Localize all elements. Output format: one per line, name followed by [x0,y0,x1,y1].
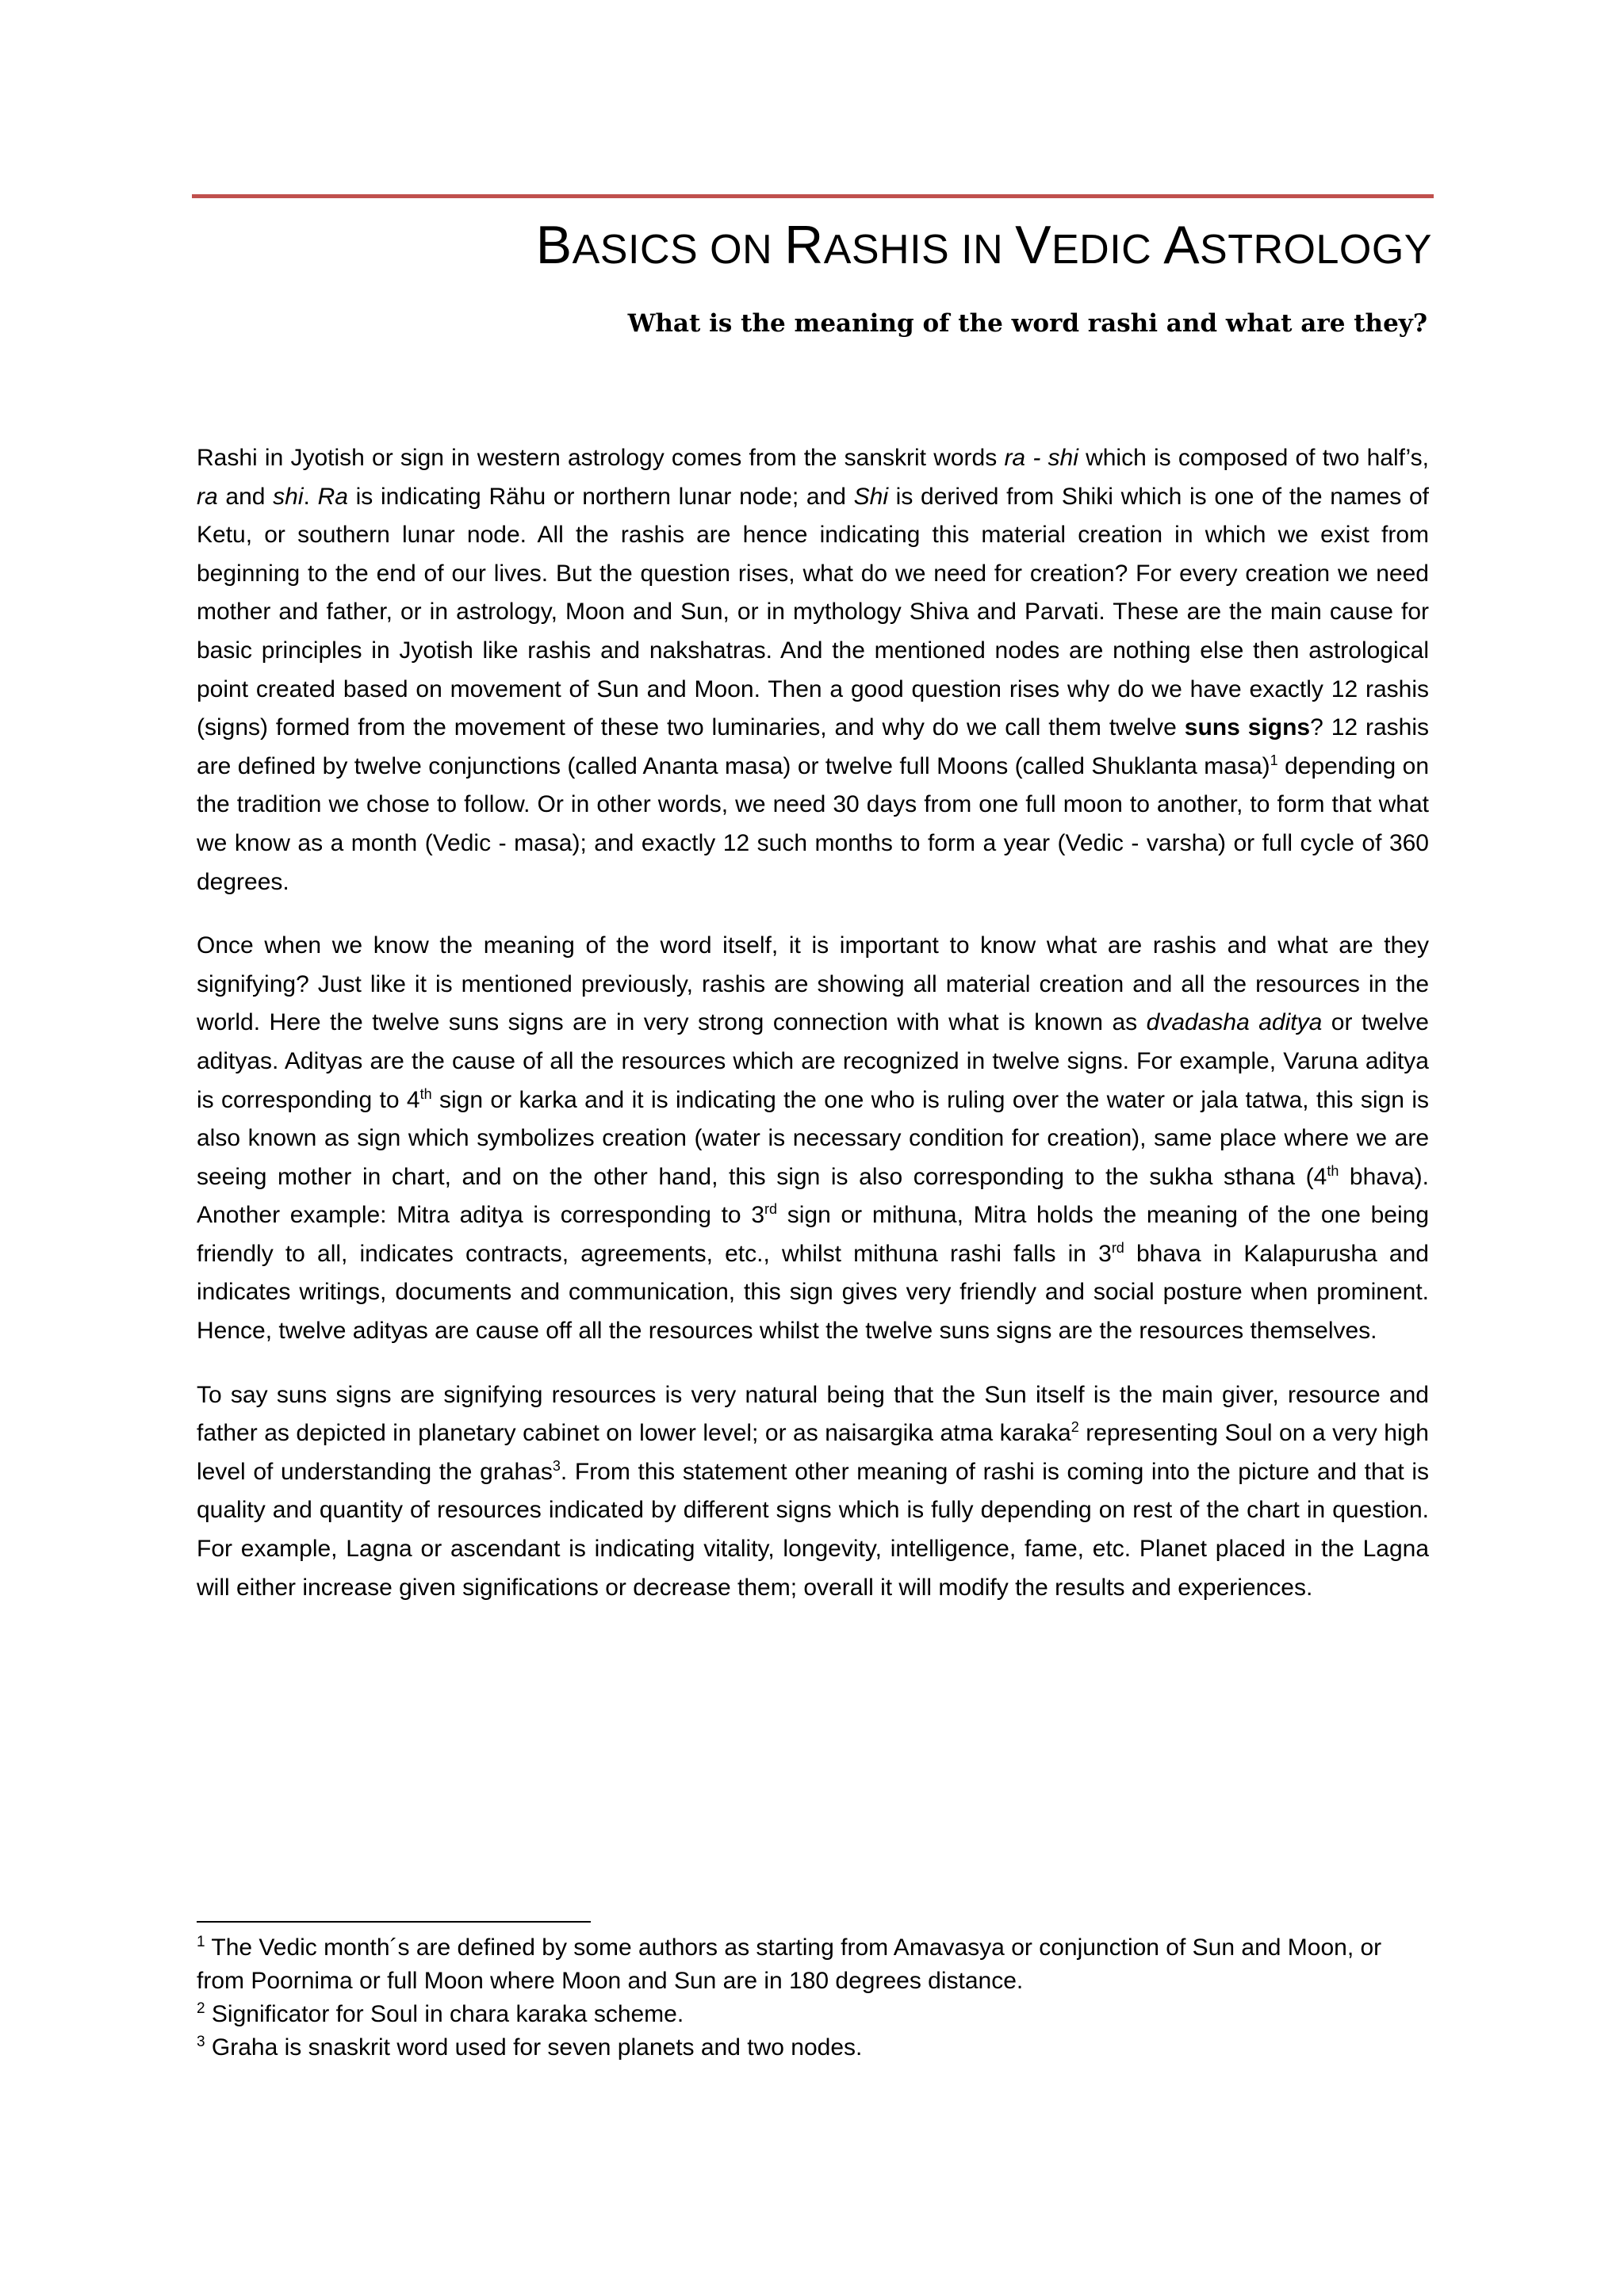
text-run: ra - shi [1004,445,1078,471]
text-run: ra [197,483,218,510]
title-rule [192,194,1434,198]
title-initial: B [535,215,573,275]
superscript: rd [1111,1239,1124,1256]
title-initial: V [1015,215,1051,275]
text-run: and [217,483,274,510]
text-run: ? 12 rashis are defined by twelve conjunctions (called Ananta masa) or twelve full Moons (called Shuklanta masa) [197,714,1430,779]
text-run: Ra [317,483,348,510]
text-run: bhava in Kalapurusha and indicates writings, documents and communication, this sign gives very friendly and social posture when prominent. Hence, twelve adityas are cause off all the resources whilst the twelve suns signs are the resources themselves. [197,1240,1429,1345]
superscript: th [1327,1162,1339,1179]
text-run: To say suns signs are signifying resources is very natural being that the Sun itself is the main giver, resource and father as depicted in planetary cabinet on lower level; or as naisargika atma karaka [197,1381,1429,1447]
superscript: rd [764,1201,778,1218]
footnote-text: Significator for Soul in chara karaka scheme. [205,2001,684,2027]
text-run: Rashi in Jyotish or sign in western astrology comes from the sanskrit words [197,445,1005,471]
footnote-text: Graha is snaskrit word used for seven planets and two nodes. [205,2034,863,2061]
text-run: dvadasha aditya [1146,1009,1323,1036]
text-run: suns signs [1184,714,1311,741]
paragraph [197,439,1429,901]
text-run: Shi [853,483,888,510]
paragraph [197,1376,1429,1608]
text-run: which is composed of two half’s, [1078,445,1429,471]
footnote [197,1931,1429,1998]
text-run: depending on the tradition we chose to follow. Or in other words, we need 30 days from one full moon to another, to form that what we know as a month (Vedic - masa); and exactly 12 such months to form a year (Vedic - varsha) or full cycle of 360 degrees. [197,752,1429,895]
title-word: EDIC [1051,227,1164,273]
footnote [197,2031,1429,2064]
superscript: 1 [1270,752,1278,768]
footnote-separator [197,1921,591,1923]
body-text [197,439,1429,1632]
text-run: sign or karka and it is indicating the one who is ruling over the water or jala tatwa, this sign is also known as sign which symbolizes creation (water is necessary condition for creation), same place where we are seeing mother in chart, and on the other hand, this sign is also corresponding to the sukha sthana (4 [197,1086,1430,1190]
page-title [536,214,1432,276]
text-run: . [303,483,318,510]
title-word: ASHIS IN [823,227,1016,273]
title-initial: R [784,215,824,275]
title-initial: A [1163,215,1201,275]
footnote-number: 3 [197,2034,205,2050]
page-subtitle: What is the meaning of the word rashi and what are they? [627,309,1427,338]
footnote-text: The Vedic month´s are defined by some authors as starting from Amavasya or conjunction of Sun and Moon, or from Poornima or full Moon where Moon and Sun are in 180 degrees distance. [197,1934,1382,1994]
superscript: 3 [552,1457,561,1474]
text-run: bhava). Another example: Mitra aditya is corresponding to 3 [197,1163,1429,1229]
title-word: ASICS ON [572,227,785,273]
superscript: 2 [1071,1419,1079,1436]
text-run: shi [273,483,304,510]
text-run: sign or mithuna, Mitra holds the meaning of the one being friendly to all, indicates contracts, agreements, etc., whilst mithuna rashi falls in 3 [197,1202,1429,1267]
title-word: STROLOGY [1200,227,1432,273]
text-run: . From this statement other meaning of rashi is coming into the picture and that is quality and quantity of resources indicated by different signs which is fully depending on rest of the chart in question. For example, Lagna or ascendant is indicating vitality, longevity, intelligence, fame, etc. Planet placed in the Lagna will either increase given significations or decrease them; overall it will modify the results and experiences. [197,1458,1429,1601]
superscript: th [419,1085,432,1102]
paragraph [197,927,1429,1351]
text-run: representing Soul on a very high level of understanding the grahas [197,1420,1429,1485]
footnote [197,1998,1429,2031]
text-run: is indicating Rähu or northern lunar node; and [347,483,854,510]
footnote-number: 1 [197,1934,205,1950]
text-run: Once when we know the meaning of the word itself, it is important to know what are rashis and what are they signifying? Just like it is mentioned previously, rashis are showing all material creation and all the resources in the world. Here the twelve suns signs are in very strong connection with what is known as [197,932,1429,1036]
text-run: or twelve adityas. Adityas are the cause of all the resources which are recognized in twelve signs. For example, Varuna aditya is corresponding to 4 [197,1009,1429,1113]
footnote-number: 2 [197,2000,205,2017]
text-run: is derived from Shiki which is one of the names of Ketu, or southern lunar node. All the rashis are hence indicating this material creation in which we exist from beginning to the end of our lives. But the question rises, what do we need for creation? For every creation we need mother and father, or in astrology, Moon and Sun, or in mythology Shiva and Parvati. These are the main cause for basic principles in Jyotish like rashis and nakshatras. And the mentioned nodes are nothing else then astrological point created based on movement of Sun and Moon. Then a good question rises why do we have exactly 12 rashis (signs) formed from the movement of these two luminaries, and why do we call them twelve [197,483,1429,741]
footnotes [197,1931,1429,2064]
